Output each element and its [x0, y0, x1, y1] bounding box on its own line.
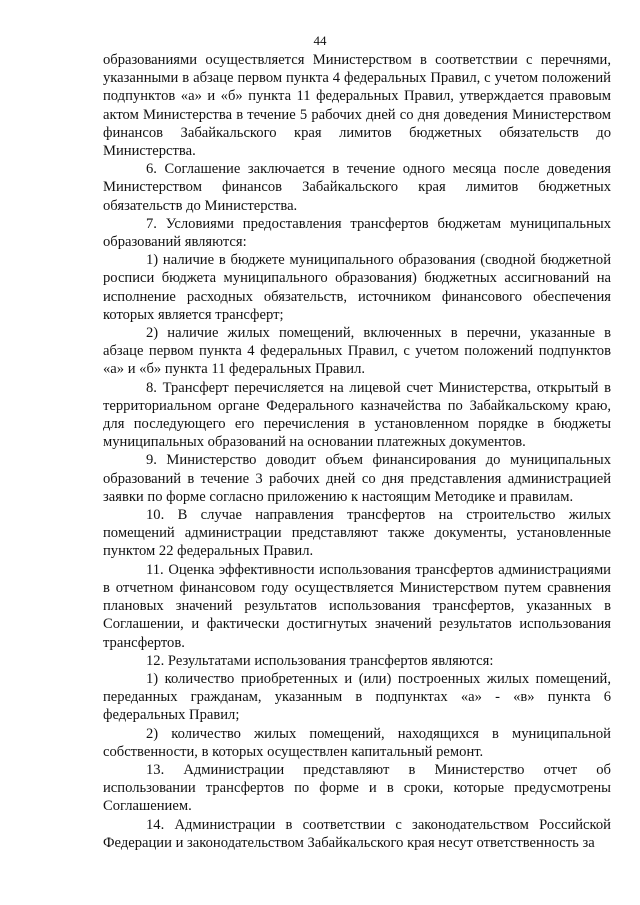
- paragraph-14: 14. Администрации в соответствии с законодательством Российской Федерации и законодательством Забайкальского края несут ответственность за: [103, 816, 611, 851]
- page-number: 44: [313, 33, 327, 48]
- paragraph-12-item-1: 1) количество приобретенных и (или) построенных жилых помещений, переданных гражданам, указанным в подпунктах «а» - «в» пункта 6 федеральных Правил;: [103, 670, 611, 724]
- paragraph-8: 8. Трансферт перечисляется на лицевой счет Министерства, открытый в территориальном органе Федерального казначейства по Забайкальскому краю, для последующего его перечисления в установленном порядке в бюджеты муниципальных образований на основании платежных документов.: [103, 379, 611, 451]
- paragraph-10: 10. В случае направления трансфертов на строительство жилых помещений администрации представляют также документы, установленные пунктом 22 федеральных Правил.: [103, 507, 611, 560]
- paragraph-6: 6. Соглашение заключается в течение одного месяца после доведения Министерством финансов Забайкальского края лимитов бюджетных обязательств до Министерства.: [103, 161, 611, 214]
- paragraph-13: 13. Администрации представляют в Министерство отчет об использовании трансфертов по форме и в сроки, которые предусмотрены Соглашением.: [103, 761, 611, 815]
- paragraph-7-item-1: 1) наличие в бюджете муниципального образования (сводной бюджетной росписи бюджета муниципального образования) бюджетных ассигнований на исполнение расходных обязательств, источником финансового обеспечения которых является трансферт;: [103, 252, 611, 323]
- paragraph-12: 12. Результатами использования трансфертов являются:: [146, 652, 494, 669]
- paragraph-7-item-2: 2) наличие жилых помещений, включенных в перечни, указанные в абзаце первом пункта 4 федеральных Правил, с учетом положений подпунктов «а» и «б» пункта 11 федеральных Правил.: [103, 325, 611, 378]
- paragraph-12-item-2: 2) количество жилых помещений, находящихся в муниципальной собственности, в которых осуществлен капитальный ремонт.: [103, 725, 611, 760]
- paragraph-9: 9. Министерство доводит объем финансирования до муниципальных образований в течение 3 рабочих дней со дня представления администрацией заявки по форме согласно приложению к настоящим Методике и правилам.: [103, 452, 611, 505]
- paragraph-7: 7. Условиями предоставления трансфертов бюджетам муниципальных образований являются:: [103, 215, 611, 251]
- paragraph-11: 11. Оценка эффективности использования трансфертов администрациями в отчетном финансовом году осуществляется Министерством путем сравнения плановых значений результатов использования трансфертов, указанных в Соглашении, и фактически достигнутых значений результатов использования трансфертов.: [103, 561, 611, 651]
- document-body: [103, 51, 611, 852]
- paragraph-continuation: образованиями осуществляется Министерством в соответствии с перечнями, указанными в абзаце первом пункта 4 федеральных Правил, с учетом положений подпунктов «а» и «б» пункта 11 федеральных Правил, утверждается правовым актом Министерства в течение 5 рабочих дней со дня доведения Министерством финансов Забайкальского края лимитов бюджетных обязательств до Министерства.: [103, 52, 611, 160]
